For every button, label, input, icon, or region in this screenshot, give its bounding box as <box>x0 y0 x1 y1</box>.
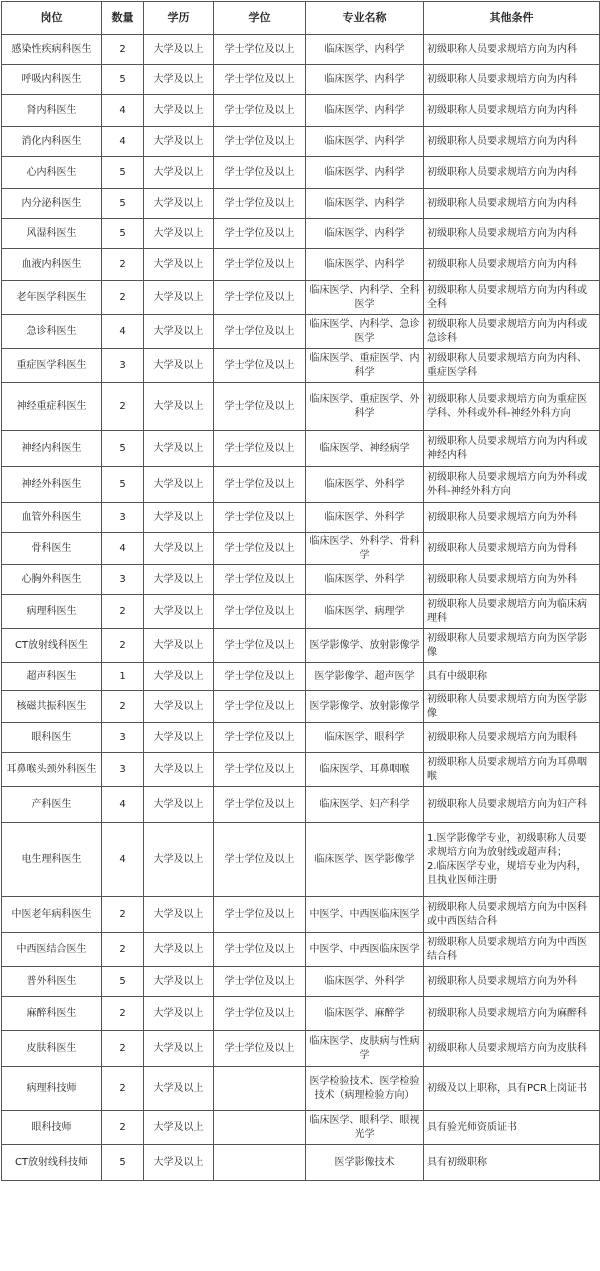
cell-other: 初级职称人员要求规培方向为麻醉科 <box>424 997 600 1031</box>
cell-other: 初级及以上职称，具有PCR上岗证书 <box>424 1067 600 1111</box>
table-row <box>2 35 600 65</box>
table-row <box>2 897 600 933</box>
cell-education: 大学及以上 <box>144 663 214 691</box>
table-body <box>2 35 600 1181</box>
recruitment-table <box>1 1 600 1181</box>
cell-count: 5 <box>102 431 144 467</box>
cell-count: 2 <box>102 629 144 663</box>
header-education: 学历 <box>144 2 214 35</box>
cell-position: 骨科医生 <box>2 533 102 565</box>
cell-major: 临床医学、外科学 <box>306 503 424 533</box>
cell-position: 急诊科医生 <box>2 315 102 349</box>
cell-count: 2 <box>102 997 144 1031</box>
cell-major: 临床医学、重症医学、外科学 <box>306 383 424 431</box>
cell-degree: 学士学位及以上 <box>214 127 306 157</box>
cell-position: 神经外科医生 <box>2 467 102 503</box>
cell-position: 风湿科医生 <box>2 219 102 249</box>
cell-position: 病理科医生 <box>2 595 102 629</box>
cell-other: 初级职称人员要求规培方向为内科或急诊科 <box>424 315 600 349</box>
cell-position: 肾内科医生 <box>2 95 102 127</box>
cell-other: 初级职称人员要求规培方向为内科 <box>424 189 600 219</box>
cell-education: 大学及以上 <box>144 35 214 65</box>
cell-other: 初级职称人员要求规培方向为中西医结合科 <box>424 933 600 967</box>
cell-other: 初级职称人员要求规培方向为内科 <box>424 157 600 189</box>
cell-education: 大学及以上 <box>144 997 214 1031</box>
cell-other: 初级职称人员要求规培方向为外科或外科-神经外科方向 <box>424 467 600 503</box>
cell-position: 麻醉科医生 <box>2 997 102 1031</box>
cell-education: 大学及以上 <box>144 383 214 431</box>
table-row <box>2 349 600 383</box>
cell-count: 5 <box>102 967 144 997</box>
cell-count: 4 <box>102 823 144 897</box>
cell-education: 大学及以上 <box>144 723 214 753</box>
cell-count: 2 <box>102 35 144 65</box>
cell-major: 临床医学、妇产科学 <box>306 787 424 823</box>
cell-education: 大学及以上 <box>144 349 214 383</box>
cell-position: 超声科医生 <box>2 663 102 691</box>
table-row <box>2 933 600 967</box>
cell-education: 大学及以上 <box>144 157 214 189</box>
cell-education: 大学及以上 <box>144 219 214 249</box>
cell-other: 初级职称人员要求规培方向为骨科 <box>424 533 600 565</box>
cell-count: 5 <box>102 219 144 249</box>
cell-other: 初级职称人员要求规培方向为内科 <box>424 127 600 157</box>
cell-education: 大学及以上 <box>144 967 214 997</box>
cell-major: 临床医学、内科学 <box>306 157 424 189</box>
cell-degree: 学士学位及以上 <box>214 35 306 65</box>
cell-position: 血管外科医生 <box>2 503 102 533</box>
table-row <box>2 753 600 787</box>
cell-position: 电生理科医生 <box>2 823 102 897</box>
cell-education: 大学及以上 <box>144 565 214 595</box>
cell-education: 大学及以上 <box>144 503 214 533</box>
table-row <box>2 431 600 467</box>
cell-other: 初级职称人员要求规培方向为医学影像 <box>424 691 600 723</box>
table-row <box>2 157 600 189</box>
cell-position: 血液内科医生 <box>2 249 102 281</box>
cell-other: 1.医学影像学专业，初级职称人员要求规培方向为放射线或超声科； 2.临床医学专业，规培专业为内科，且执业医师注册 <box>424 823 600 897</box>
table-row <box>2 467 600 503</box>
cell-education: 大学及以上 <box>144 95 214 127</box>
cell-major: 临床医学、内科学 <box>306 35 424 65</box>
cell-other: 初级职称人员要求规培方向为内科 <box>424 35 600 65</box>
cell-education: 大学及以上 <box>144 897 214 933</box>
cell-education: 大学及以上 <box>144 533 214 565</box>
cell-education: 大学及以上 <box>144 467 214 503</box>
cell-degree: 学士学位及以上 <box>214 189 306 219</box>
cell-education: 大学及以上 <box>144 753 214 787</box>
table-row <box>2 281 600 315</box>
table-row <box>2 1111 600 1145</box>
cell-major: 中医学、中西医临床医学 <box>306 897 424 933</box>
cell-major: 临床医学、外科学、骨科学 <box>306 533 424 565</box>
cell-position: 核磁共振科医生 <box>2 691 102 723</box>
cell-position: 产科医生 <box>2 787 102 823</box>
cell-degree: 学士学位及以上 <box>214 383 306 431</box>
cell-education: 大学及以上 <box>144 691 214 723</box>
table-row <box>2 997 600 1031</box>
cell-major: 临床医学、外科学 <box>306 467 424 503</box>
cell-major: 临床医学、麻醉学 <box>306 997 424 1031</box>
cell-major: 医学影像学、超声医学 <box>306 663 424 691</box>
cell-major: 临床医学、病理学 <box>306 595 424 629</box>
cell-other: 初级职称人员要求规培方向为耳鼻咽喉 <box>424 753 600 787</box>
table-row <box>2 219 600 249</box>
cell-degree: 学士学位及以上 <box>214 533 306 565</box>
table-row <box>2 95 600 127</box>
cell-other: 初级职称人员要求规培方向为皮肤科 <box>424 1031 600 1067</box>
cell-major: 医学影像学、放射影像学 <box>306 691 424 723</box>
cell-major: 临床医学、内科学 <box>306 219 424 249</box>
cell-major: 临床医学、内科学 <box>306 249 424 281</box>
cell-major: 临床医学、外科学 <box>306 565 424 595</box>
table-row <box>2 1031 600 1067</box>
cell-degree: 学士学位及以上 <box>214 349 306 383</box>
cell-count: 2 <box>102 383 144 431</box>
header-major: 专业名称 <box>306 2 424 35</box>
cell-degree: 学士学位及以上 <box>214 933 306 967</box>
cell-major: 临床医学、内科学、全科医学 <box>306 281 424 315</box>
cell-education: 大学及以上 <box>144 1145 214 1181</box>
cell-position: 心内科医生 <box>2 157 102 189</box>
cell-major: 医学检验技术、医学检验技术（病理检验方向） <box>306 1067 424 1111</box>
cell-degree: 学士学位及以上 <box>214 787 306 823</box>
cell-education: 大学及以上 <box>144 127 214 157</box>
cell-education: 大学及以上 <box>144 787 214 823</box>
cell-count: 5 <box>102 65 144 95</box>
cell-count: 3 <box>102 565 144 595</box>
cell-count: 2 <box>102 691 144 723</box>
cell-degree: 学士学位及以上 <box>214 823 306 897</box>
cell-major: 医学影像学、放射影像学 <box>306 629 424 663</box>
cell-degree: 学士学位及以上 <box>214 723 306 753</box>
cell-count: 4 <box>102 95 144 127</box>
cell-other: 初级职称人员要求规培方向为内科 <box>424 219 600 249</box>
cell-other: 初级职称人员要求规培方向为中医科或中西医结合科 <box>424 897 600 933</box>
cell-degree: 学士学位及以上 <box>214 565 306 595</box>
cell-count: 4 <box>102 127 144 157</box>
cell-other: 初级职称人员要求规培方向为内科 <box>424 95 600 127</box>
cell-degree: 学士学位及以上 <box>214 1031 306 1067</box>
cell-degree <box>214 1145 306 1181</box>
cell-position: 呼吸内科医生 <box>2 65 102 95</box>
cell-degree <box>214 1067 306 1111</box>
header-degree: 学位 <box>214 2 306 35</box>
cell-position: 眼科医生 <box>2 723 102 753</box>
cell-major: 中医学、中西医临床医学 <box>306 933 424 967</box>
cell-degree <box>214 1111 306 1145</box>
cell-degree: 学士学位及以上 <box>214 629 306 663</box>
cell-position: 感染性疾病科医生 <box>2 35 102 65</box>
cell-education: 大学及以上 <box>144 933 214 967</box>
cell-position: 消化内科医生 <box>2 127 102 157</box>
cell-degree: 学士学位及以上 <box>214 595 306 629</box>
cell-count: 2 <box>102 281 144 315</box>
cell-degree: 学士学位及以上 <box>214 95 306 127</box>
cell-other: 具有验光师资质证书 <box>424 1111 600 1145</box>
cell-major: 临床医学、重症医学、内科学 <box>306 349 424 383</box>
cell-position: CT放射线科医生 <box>2 629 102 663</box>
cell-position: 心胸外科医生 <box>2 565 102 595</box>
table-row <box>2 503 600 533</box>
cell-count: 3 <box>102 723 144 753</box>
cell-count: 5 <box>102 189 144 219</box>
cell-education: 大学及以上 <box>144 189 214 219</box>
table-row <box>2 629 600 663</box>
cell-other: 具有中级职称 <box>424 663 600 691</box>
cell-degree: 学士学位及以上 <box>214 315 306 349</box>
cell-other: 初级职称人员要求规培方向为妇产科 <box>424 787 600 823</box>
cell-degree: 学士学位及以上 <box>214 219 306 249</box>
cell-position: 病理科技师 <box>2 1067 102 1111</box>
cell-major: 医学影像技术 <box>306 1145 424 1181</box>
cell-count: 5 <box>102 467 144 503</box>
cell-position: 神经重症科医生 <box>2 383 102 431</box>
cell-major: 临床医学、神经病学 <box>306 431 424 467</box>
table-header-row <box>2 2 600 35</box>
cell-education: 大学及以上 <box>144 431 214 467</box>
cell-major: 临床医学、内科学 <box>306 127 424 157</box>
cell-major: 临床医学、医学影像学 <box>306 823 424 897</box>
cell-education: 大学及以上 <box>144 629 214 663</box>
cell-count: 5 <box>102 157 144 189</box>
cell-count: 3 <box>102 753 144 787</box>
table-row <box>2 315 600 349</box>
cell-count: 2 <box>102 249 144 281</box>
cell-position: 重症医学科医生 <box>2 349 102 383</box>
cell-position: 皮肤科医生 <box>2 1031 102 1067</box>
cell-count: 2 <box>102 595 144 629</box>
table-row <box>2 127 600 157</box>
cell-other: 初级职称人员要求规培方向为内科、重症医学科 <box>424 349 600 383</box>
table-row <box>2 249 600 281</box>
cell-degree: 学士学位及以上 <box>214 753 306 787</box>
cell-count: 2 <box>102 1067 144 1111</box>
cell-degree: 学士学位及以上 <box>214 467 306 503</box>
cell-degree: 学士学位及以上 <box>214 431 306 467</box>
cell-major: 临床医学、眼科学、眼视光学 <box>306 1111 424 1145</box>
cell-other: 初级职称人员要求规培方向为内科 <box>424 249 600 281</box>
table-row <box>2 65 600 95</box>
cell-education: 大学及以上 <box>144 249 214 281</box>
cell-education: 大学及以上 <box>144 823 214 897</box>
table-row <box>2 1145 600 1181</box>
cell-position: 内分泌科医生 <box>2 189 102 219</box>
cell-count: 3 <box>102 503 144 533</box>
cell-other: 初级职称人员要求规培方向为重症医学科、外科或外科-神经外科方向 <box>424 383 600 431</box>
cell-count: 4 <box>102 315 144 349</box>
cell-position: 中西医结合医生 <box>2 933 102 967</box>
cell-other: 初级职称人员要求规培方向为临床病理科 <box>424 595 600 629</box>
cell-degree: 学士学位及以上 <box>214 281 306 315</box>
cell-major: 临床医学、外科学 <box>306 967 424 997</box>
header-position: 岗位 <box>2 2 102 35</box>
table-row <box>2 383 600 431</box>
cell-other: 初级职称人员要求规培方向为外科 <box>424 967 600 997</box>
cell-education: 大学及以上 <box>144 1111 214 1145</box>
cell-position: 老年医学科医生 <box>2 281 102 315</box>
cell-education: 大学及以上 <box>144 315 214 349</box>
cell-education: 大学及以上 <box>144 1031 214 1067</box>
cell-count: 4 <box>102 533 144 565</box>
cell-count: 3 <box>102 349 144 383</box>
cell-other: 初级职称人员要求规培方向为外科 <box>424 503 600 533</box>
cell-degree: 学士学位及以上 <box>214 691 306 723</box>
cell-degree: 学士学位及以上 <box>214 157 306 189</box>
table-row <box>2 787 600 823</box>
table-row <box>2 663 600 691</box>
cell-count: 4 <box>102 787 144 823</box>
cell-position: 中医老年病科医生 <box>2 897 102 933</box>
cell-position: 眼科技师 <box>2 1111 102 1145</box>
cell-count: 2 <box>102 933 144 967</box>
cell-position: 普外科医生 <box>2 967 102 997</box>
table-row <box>2 823 600 897</box>
header-count: 数量 <box>102 2 144 35</box>
table-row <box>2 595 600 629</box>
cell-count: 2 <box>102 1031 144 1067</box>
cell-position: 耳鼻喉头颈外科医生 <box>2 753 102 787</box>
cell-major: 临床医学、眼科学 <box>306 723 424 753</box>
cell-degree: 学士学位及以上 <box>214 997 306 1031</box>
cell-major: 临床医学、内科学 <box>306 95 424 127</box>
cell-degree: 学士学位及以上 <box>214 249 306 281</box>
cell-other: 具有初级职称 <box>424 1145 600 1181</box>
cell-education: 大学及以上 <box>144 65 214 95</box>
cell-position: 神经内科医生 <box>2 431 102 467</box>
cell-count: 5 <box>102 1145 144 1181</box>
cell-major: 临床医学、内科学、急诊医学 <box>306 315 424 349</box>
cell-count: 1 <box>102 663 144 691</box>
cell-major: 临床医学、耳鼻咽喉 <box>306 753 424 787</box>
cell-major: 临床医学、内科学 <box>306 189 424 219</box>
cell-other: 初级职称人员要求规培方向为内科或全科 <box>424 281 600 315</box>
cell-degree: 学士学位及以上 <box>214 663 306 691</box>
cell-count: 2 <box>102 897 144 933</box>
table-row <box>2 723 600 753</box>
table-row <box>2 1067 600 1111</box>
cell-degree: 学士学位及以上 <box>214 967 306 997</box>
cell-count: 2 <box>102 1111 144 1145</box>
cell-degree: 学士学位及以上 <box>214 897 306 933</box>
table-row <box>2 189 600 219</box>
table-row <box>2 967 600 997</box>
table-row <box>2 533 600 565</box>
cell-education: 大学及以上 <box>144 1067 214 1111</box>
table-row <box>2 691 600 723</box>
cell-degree: 学士学位及以上 <box>214 503 306 533</box>
cell-other: 初级职称人员要求规培方向为内科或神经内科 <box>424 431 600 467</box>
cell-education: 大学及以上 <box>144 281 214 315</box>
cell-degree: 学士学位及以上 <box>214 65 306 95</box>
cell-other: 初级职称人员要求规培方向为外科 <box>424 565 600 595</box>
cell-other: 初级职称人员要求规培方向为眼科 <box>424 723 600 753</box>
cell-other: 初级职称人员要求规培方向为内科 <box>424 65 600 95</box>
cell-other: 初级职称人员要求规培方向为医学影像 <box>424 629 600 663</box>
cell-major: 临床医学、内科学 <box>306 65 424 95</box>
cell-education: 大学及以上 <box>144 595 214 629</box>
cell-major: 临床医学、皮肤病与性病学 <box>306 1031 424 1067</box>
table-row <box>2 565 600 595</box>
header-other: 其他条件 <box>424 2 600 35</box>
cell-position: CT放射线科技师 <box>2 1145 102 1181</box>
